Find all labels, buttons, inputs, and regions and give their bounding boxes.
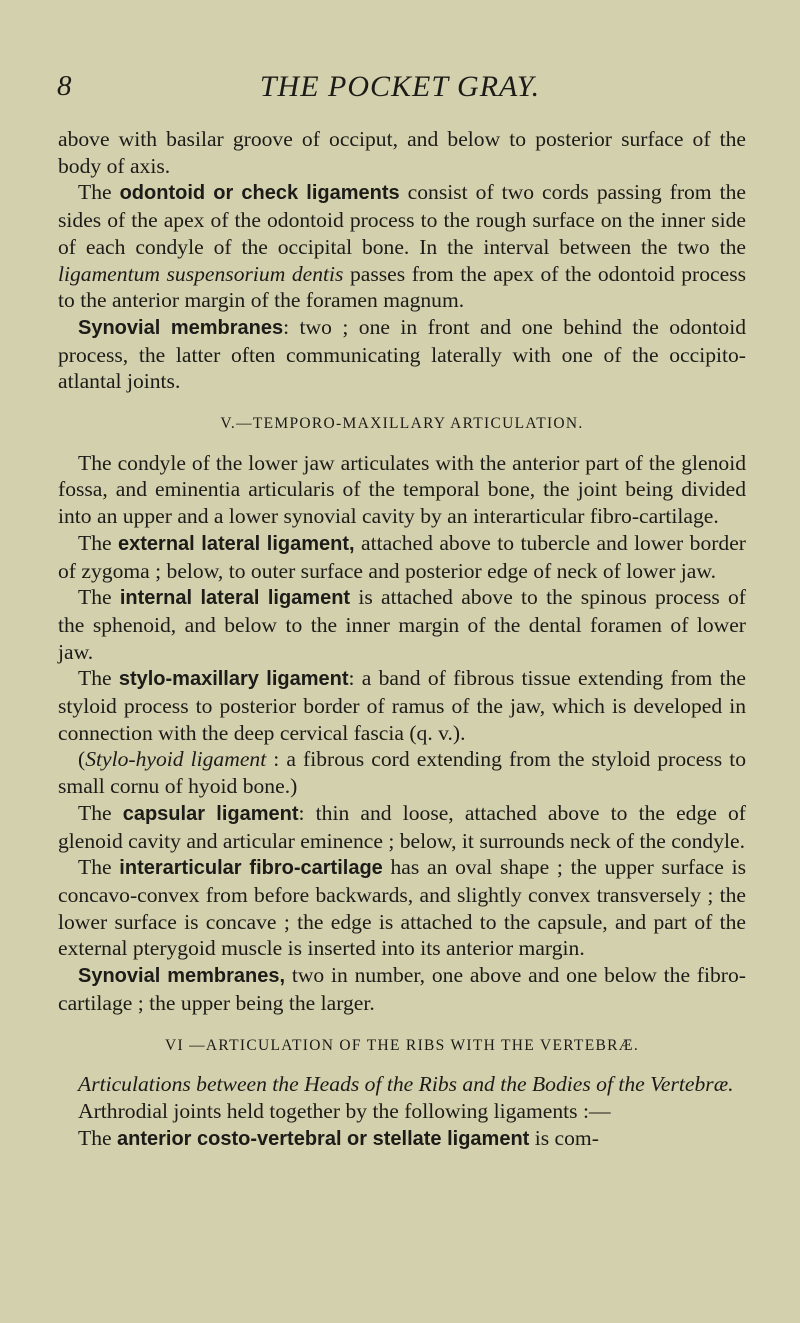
term-stylo-hyoid-ligament: Stylo-hyoid ligament <box>85 747 267 772</box>
term-stellate-ligament: anterior costo-vertebral or stellate ligament <box>116 1127 530 1150</box>
paragraph-stylo-maxillary-ligament: The stylo-maxillary ligament: a band of fibrous tissue extending from the styloid process to posterior border of ramus of the jaw, which is developed in connection with the deep cervical fascia (q. v.). <box>58 666 746 745</box>
paragraph-subheading-articulations <box>58 1071 746 1098</box>
paragraph-odontoid-ligaments: The odontoid or check ligaments consist of two cords passing from the sides of the apex of the odontoid process to the rough surface on the inner side of each condyle of the occipital bone. In the interval between the two the ligamentum suspensorium dentis passes from the apex of the odontoid process to the anterior margin of the foramen magnum. <box>58 180 746 313</box>
running-title: THE POCKET GRAY. <box>259 70 541 103</box>
term-stylo-maxillary-ligament: stylo-maxillary ligament <box>118 668 349 691</box>
page-number: 8 <box>57 70 72 102</box>
subheading-articulations: Articulations between the Heads of the Ribs and the Bodies of the Vertebræ. <box>78 1072 734 1097</box>
section-heading-temporo-maxillary: V.—TEMPORO-MAXILLARY ARTICULATION. <box>220 415 584 433</box>
term-capsular-ligament: capsular ligament <box>122 802 299 825</box>
paragraph-synovial-membranes-1: Synovial membranes: two ; one in front and one behind the odontoid process, the latter often communicating laterally with one of the occipito-atlantal joints. <box>58 314 746 394</box>
term-external-lateral-ligament: external lateral ligament, <box>118 532 355 555</box>
term-synovial-membranes: Synovial membranes <box>78 316 284 339</box>
paragraph-arthrodial-joints: Arthrodial joints held together by the following ligaments :— <box>78 1098 611 1123</box>
term-internal-lateral-ligament: internal lateral ligament <box>119 587 351 610</box>
page-body <box>58 126 746 1152</box>
paragraph-capsular-ligament: The capsular ligament: thin and loose, attached above to the edge of glenoid cavity and articular eminence ; below, it surrounds neck of the condyle. <box>58 800 746 853</box>
term-odontoid-ligaments: odontoid or check ligaments <box>119 182 400 205</box>
paragraph-interarticular-fibro-cartilage: The interarticular fibro-cartilage has an oval shape ; the upper surface is concavo-convex from before backwards, and slightly convex transversely ; the lower surface is concave ; the edge is attached to the capsule, and part of the external pterygoid muscle is inserted into its anterior margin. <box>58 855 746 961</box>
paragraph-external-lateral-ligament: The external lateral ligament, attached above to tubercle and lower border of zygoma ; below, to outer surface and posterior edge of neck of lower jaw. <box>58 530 746 583</box>
paragraph-synovial-membranes-2: Synovial membranes, two in number, one above and one below the fibro-cartilage ; the upper being the larger. <box>58 963 746 1015</box>
paragraph-stylo-hyoid-ligament: (Stylo-hyoid ligament : a fibrous cord extending from the styloid process to small cornu of hyoid bone.) <box>58 747 747 799</box>
paragraph-stellate-ligament: The anterior costo-vertebral or stellate ligament is com- <box>78 1125 599 1150</box>
term-ligamentum-suspensorium: ligamentum suspensorium dentis <box>58 261 344 286</box>
paragraph-continuation: above with basilar groove of occiput, and below to posterior surface of the body of axis. <box>58 127 746 178</box>
paragraph-internal-lateral-ligament: The internal lateral ligament is attached above to the spinous process of the sphenoid, and below to the inner margin of the dental foramen of lower jaw. <box>58 585 747 664</box>
term-synovial-membranes-2: Synovial membranes, <box>78 965 286 988</box>
section-heading-ribs-vertebrae: VI —ARTICULATION OF THE RIBS WITH THE VERTEBRÆ. <box>164 1036 639 1054</box>
paragraph-temporo-maxillary-intro: The condyle of the lower jaw articulates with the anterior part of the glenoid fossa, and eminentia articularis of the temporal bone, the joint being divided into an upper and a lower synovial cavity by an interarticular fibro-cartilage. <box>58 450 746 529</box>
term-interarticular-fibro-cartilage: interarticular fibro-cartilage <box>119 857 383 880</box>
page-header <box>0 70 800 110</box>
